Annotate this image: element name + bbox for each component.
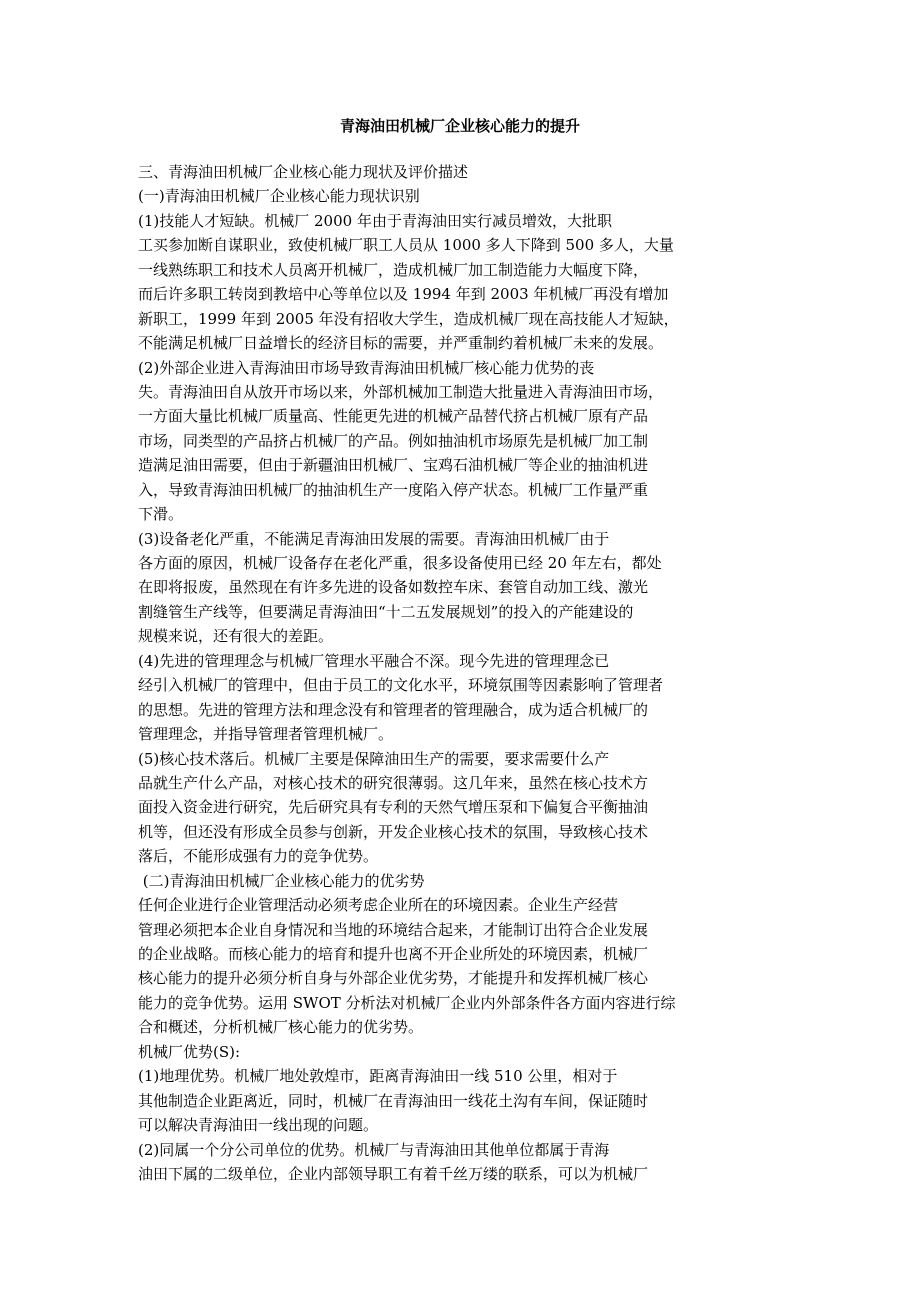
document-title: 青海油田机械厂企业核心能力的提升 <box>339 117 580 135</box>
paragraph-line: 的思想。先进的管理方法和理念没有和管理者的管理融合，成为适合机械厂的 <box>138 700 649 719</box>
paragraph-line: 规模来说，还有很大的差距。 <box>138 627 334 646</box>
paragraph-line: 在即将报废，虽然现在有许多先进的设备如数控车床、套管自动加工线、激光 <box>138 578 649 597</box>
paragraph-line: 机等，但还没有形成全员参与创新，开发企业核心技术的氛围，导致核心技术 <box>138 822 649 841</box>
paragraph-line: 核心能力的提升必须分析自身与外部企业优劣势，才能提升和发挥机械厂核心 <box>138 969 649 988</box>
paragraph-line: 各方面的原因，机械厂设备存在老化严重，很多设备使用已经 20 年左右，都处 <box>138 554 662 572</box>
paragraph-line: 能力的竞争优势。运用 SWOT 分析法对机械厂企业内外部条件各方面内容进行综 <box>138 993 676 1012</box>
paragraph-line: 割缝管生产线等，但要满足青海油田“十二五发展规划”的投入的产能建设的 <box>138 602 634 621</box>
paragraph-line: (3)设备老化严重，不能满足青海油田发展的需要。青海油田机械厂由于 <box>138 529 610 548</box>
section-heading: 三、青海油田机械厂企业核心能力现状及评价描述 <box>138 163 469 181</box>
paragraph-line: (1)地理优势。机械厂地处敦煌市，距离青海油田一线 510 公里，相对于 <box>138 1067 618 1086</box>
paragraph-line: 市场，同类型的产品挤占机械厂的产品。例如抽油机市场原先是机械厂加工制 <box>138 431 649 450</box>
paragraph-line: (2)同属一个分公司单位的优势。机械厂与青海油田其他单位都属于青海 <box>138 1140 610 1159</box>
paragraph-line: 管理必须把本企业自身情况和当地的环境结合起来，才能制订出符合企业发展 <box>138 920 649 939</box>
paragraph-line: 可以解决青海油田一线出现的问题。 <box>138 1116 379 1135</box>
paragraph-line: 工买参加断自谋职业，致使机械厂职工人员从 1000 多人下降到 500 多人，大量 <box>138 236 674 255</box>
paragraph-line: 不能满足机械厂日益增长的经济目标的需要，并严重制约着机械厂未来的发展。 <box>138 334 664 353</box>
paragraph-line: 其他制造企业距离近，同时，机械厂在青海油田一线花土沟有车间，保证随时 <box>138 1091 649 1110</box>
document-body <box>138 160 718 1186</box>
paragraph-line: 面投入资金进行研究，先后研究具有专利的天然气增压泵和下偏复合平衡抽油 <box>138 798 649 817</box>
paragraph-line: (5)核心技术落后。机械厂主要是保障油田生产的需要，要求需要什么产 <box>138 749 610 768</box>
paragraph-line: 失。青海油田自从放开市场以来，外部机械加工制造大批量进入青海油田市场， <box>138 382 664 401</box>
paragraph-line: 新职工，1999 年到 2005 年没有招收大学生，造成机械厂现在高技能人才短缺， <box>138 309 679 328</box>
paragraph-line: 管理理念，并指导管理者管理机械厂。 <box>138 725 394 744</box>
paragraph-line: 经引入机械厂的管理中，但由于员工的文化水平，环境氛围等因素影响了管理者 <box>138 676 664 695</box>
subsection-heading: (二)青海油田机械厂企业核心能力的优劣势 <box>138 871 425 890</box>
paragraph-line: 落后，不能形成强有力的竞争优势。 <box>138 847 379 866</box>
paragraph-line: 机械厂优势(S): <box>138 1042 241 1061</box>
paragraph-line: 一方面大量比机械厂质量高、性能更先进的机械产品替代挤占机械厂原有产品 <box>138 407 649 426</box>
paragraph-line: 下滑。 <box>138 505 184 524</box>
paragraph-line: 油田下属的二级单位，企业内部领导职工有着千丝万缕的联系，可以为机械厂 <box>138 1164 649 1183</box>
paragraph-line: 而后许多职工转岗到教培中心等单位以及 1994 年到 2003 年机械厂再没有增加 <box>138 285 669 304</box>
paragraph-line: 造满足油田需要，但由于新疆油田机械厂、宝鸡石油机械厂等企业的抽油机进 <box>138 456 649 475</box>
paragraph-line: 入，导致青海油田机械厂的抽油机生产一度陷入停产状态。机械厂工作量严重 <box>138 480 649 499</box>
paragraph-line: 合和概述，分析机械厂核心能力的优劣势。 <box>138 1018 424 1037</box>
paragraph-line: (2)外部企业进入青海油田市场导致青海油田机械厂核心能力优势的丧 <box>138 358 595 377</box>
paragraph-line: 任何企业进行企业管理活动必须考虑企业所在的环境因素。企业生产经营 <box>138 896 619 915</box>
paragraph-line: (1)技能人才短缺。机械厂 2000 年由于青海油田实行减员增效，大批职 <box>138 211 612 230</box>
paragraph-line: 一线熟练职工和技术人员离开机械厂，造成机械厂加工制造能力大幅度下降， <box>138 260 649 279</box>
subsection-heading: (一)青海油田机械厂企业核心能力现状识别 <box>138 187 420 206</box>
paragraph-line: 品就生产什么产品，对核心技术的研究很薄弱。这几年来，虽然在核心技术方 <box>138 773 649 792</box>
paragraph-line: (4)先进的管理理念与机械厂管理水平融合不深。现今先进的管理理念已 <box>138 651 610 670</box>
paragraph-line: 的企业战略。而核心能力的培育和提升也离不开企业所处的环境因素，机械厂 <box>138 945 649 963</box>
